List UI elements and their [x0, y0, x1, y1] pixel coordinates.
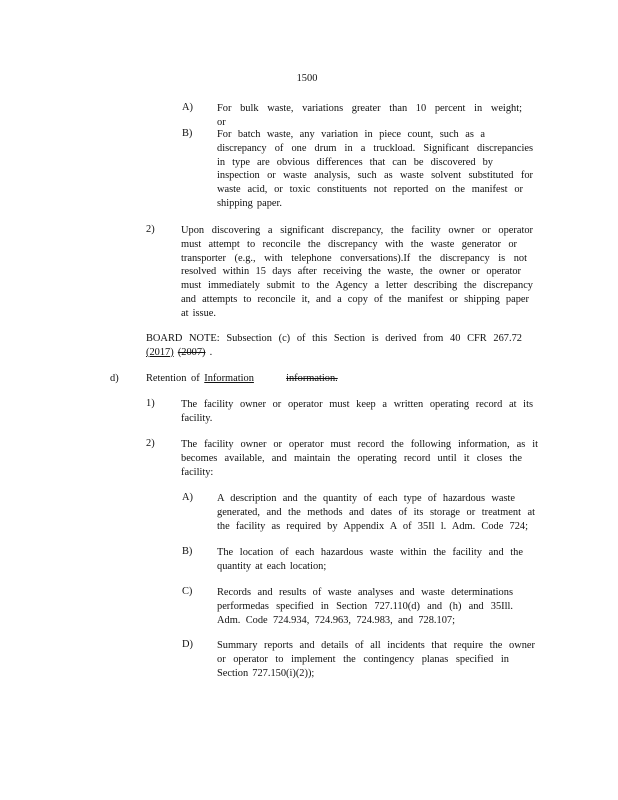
item-d2-text [181, 438, 538, 479]
sub-d-line: or operator to implement the contingency planas specified in [217, 653, 509, 665]
sub-b-line: quantity at each location; [217, 560, 327, 572]
item-d2-marker: 2) [146, 438, 155, 449]
item-2-line: resolved within 15 days after receiving the waste, the owner or operator [181, 266, 521, 278]
item-b-line: shipping paper. [217, 197, 282, 209]
sub-d-text [217, 639, 535, 680]
board-note [146, 332, 522, 360]
sub-c-line: performedas specified in Section 727.110(d) and (h) and 35Ill. [217, 600, 513, 612]
sub-c-line: Records and results of waste analyses and waste determinations [217, 587, 513, 598]
section-d-deleted: information. [286, 373, 338, 384]
item-2-line: transporter (e.g., with telephone conversations).If the discrepancy is not [181, 252, 527, 264]
sub-c-text [217, 586, 513, 627]
board-note-line: BOARD NOTE: Subsection (c) of this Section is derived from 40 CFR 267.72 [146, 333, 522, 344]
item-b-marker: B) [182, 128, 193, 139]
item-d1-line: facility. [181, 412, 213, 424]
item-d1-marker: 1) [146, 398, 155, 409]
sub-a-text [217, 492, 535, 533]
item-d2-line: becomes available, and maintain the operating record until it closes the [181, 452, 522, 464]
item-d2-line: facility: [181, 466, 214, 478]
item-b-line: For batch waste, any variation in piece count, such as a [217, 129, 485, 140]
item-a-marker: A) [182, 102, 193, 113]
section-d-inserted: Information [204, 373, 254, 384]
item-2-text [181, 224, 533, 321]
item-2-line: and attempts to reconcile it, and a copy of the manifest or shipping paper [181, 293, 529, 305]
sub-a-marker: A) [182, 492, 193, 503]
item-2-line: at issue. [181, 307, 216, 319]
board-note-citation [146, 346, 522, 360]
item-a-text [217, 102, 522, 130]
item-b-line: waste acid, or toxic constituents not reported on the manifest or [217, 184, 523, 196]
item-d1-line: The facility owner or operator must keep a written operating record at its [181, 399, 533, 410]
sub-a-line: the facility as required by Appendix A of 35Il l. Adm. Code 724; [217, 520, 528, 532]
sub-d-marker: D) [182, 639, 193, 650]
item-a-line: For bulk waste, variations greater than 10 percent in weight; or [217, 103, 522, 128]
sub-c-marker: C) [182, 586, 193, 597]
sub-d-line: Summary reports and details of all incidents that require the owner [217, 640, 535, 651]
item-b-line: discrepancy of one drum in a truckload. Significant discrepancies [217, 142, 533, 154]
sub-c-line: Adm. Code 724.934, 724.963, 724.983, and 728.107; [217, 614, 455, 626]
sub-a-line: generated, and the methods and dates of its storage or treatment at [217, 506, 535, 518]
page-number: 1500 [296, 73, 318, 84]
item-2-line: Upon discovering a significant discrepancy, the facility owner or operator [181, 225, 533, 236]
section-d-marker: d) [110, 373, 119, 384]
item-b-text [217, 128, 533, 211]
item-d1-text [181, 398, 533, 426]
item-d2-line: The facility owner or operator must record the following information, as it [181, 439, 538, 450]
sub-b-text [217, 546, 523, 574]
section-d-prefix: Retention of [146, 373, 200, 384]
item-2-line: must attempt to reconcile the discrepancy with the waste generator or [181, 238, 517, 250]
deleted-year: (2007) [177, 346, 206, 358]
item-2-line: must immediately submit to the Agency a letter describing the discrepancy [181, 280, 533, 292]
sub-a-line: A description and the quantity of each type of hazardous waste [217, 493, 515, 504]
item-2-marker: 2) [146, 224, 155, 235]
board-note-period: . [209, 346, 213, 358]
item-b-line: inspection or waste analysis, such as waste solvent substituted for [217, 170, 533, 182]
sub-d-line: Section 727.150(i)(2)); [217, 667, 315, 679]
item-b-line: in type are obvious differences that can be discovered by [217, 156, 493, 168]
sub-b-line: The location of each hazardous waste within the facility and the [217, 547, 523, 558]
section-d-heading [146, 373, 338, 384]
sub-b-marker: B) [182, 546, 193, 557]
inserted-year: (2017) [146, 346, 174, 358]
